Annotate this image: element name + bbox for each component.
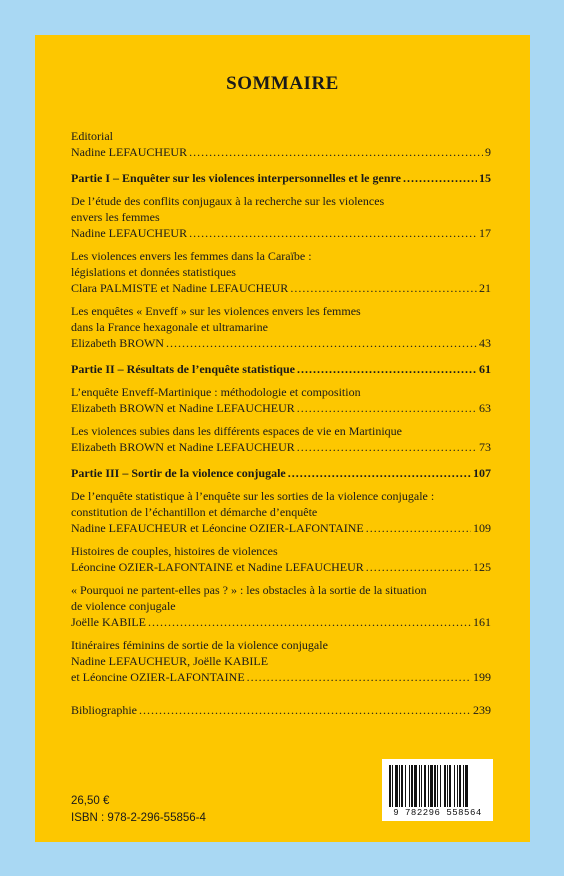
toc-entry <box>71 303 491 351</box>
price: 26,50 € <box>71 795 110 807</box>
toc-author-line <box>71 559 491 575</box>
toc-line: Les violences envers les femmes dans la Caraïbe : <box>71 249 312 263</box>
toc-entry <box>71 423 491 455</box>
toc-leader <box>403 170 477 186</box>
toc-entry <box>71 248 491 296</box>
toc-page-number: 63 <box>479 401 491 415</box>
toc-entry <box>71 582 491 630</box>
toc-line: envers les femmes <box>71 210 160 224</box>
toc-author: Elizabeth BROWN et Nadine LEFAUCHEUR <box>71 440 295 454</box>
back-cover <box>35 35 530 842</box>
toc-leader <box>288 465 471 481</box>
toc-author-line <box>71 280 491 296</box>
toc-part-heading <box>71 170 491 186</box>
toc-line: De l’enquête statistique à l’enquête sur les sorties de la violence conjugale : <box>71 489 435 503</box>
toc-author: Nadine LEFAUCHEUR <box>71 145 188 159</box>
toc-bibliography: Bibliographie <box>71 703 137 717</box>
toc-entry <box>71 384 491 416</box>
toc-part-line <box>71 361 491 377</box>
toc-page-number: 43 <box>479 336 491 350</box>
barcode <box>382 759 493 821</box>
page-title: SOMMAIRE <box>226 73 339 94</box>
toc-author-line <box>71 614 491 630</box>
toc-author-line <box>71 335 491 351</box>
toc-line: Les violences subies dans les différents espaces de vie en Martinique <box>71 424 403 438</box>
toc-part-title: Partie III – Sortir de la violence conjugale <box>71 466 286 480</box>
toc-entry <box>71 128 491 160</box>
toc-line: dans la France hexagonale et ultramarine <box>71 320 268 334</box>
toc-page-number: 161 <box>473 615 491 629</box>
toc-author: et Léoncine OZIER-LAFONTAINE <box>71 670 245 684</box>
toc-page-number: 21 <box>479 281 491 295</box>
toc-part-title: Partie II – Résultats de l’enquête statistique <box>71 362 295 376</box>
toc-page-number: 17 <box>479 226 491 240</box>
toc-entry <box>71 488 491 536</box>
toc-line: De l’étude des conflits conjugaux à la recherche sur les violences <box>71 194 385 208</box>
toc-author: Joëlle KABILE <box>71 615 146 629</box>
toc-leader <box>366 559 471 575</box>
toc-author: Elizabeth BROWN et Nadine LEFAUCHEUR <box>71 401 295 415</box>
toc-page-number: 109 <box>473 521 491 535</box>
toc-entry <box>71 193 491 241</box>
table-of-contents <box>71 128 491 725</box>
toc-author: Clara PALMISTE et Nadine LEFAUCHEUR <box>71 281 289 295</box>
toc-line: constitution de l’échantillon et démarche d’enquête <box>71 505 318 519</box>
toc-author-line <box>71 439 491 455</box>
toc-entry <box>71 543 491 575</box>
isbn: ISBN : 978-2-296-55856-4 <box>71 812 206 824</box>
toc-line: Editorial <box>71 129 113 143</box>
toc-entry <box>71 637 491 685</box>
toc-leader <box>297 439 477 455</box>
toc-line: de violence conjugale <box>71 599 176 613</box>
toc-leader <box>189 225 477 241</box>
toc-page-number: 9 <box>485 145 491 159</box>
toc-line: Histoires de couples, histoires de violences <box>71 544 278 558</box>
toc-author: Nadine LEFAUCHEUR <box>71 226 188 240</box>
toc-part-title: Partie I – Enquêter sur les violences interpersonnelles et le genre <box>71 171 401 185</box>
toc-leader <box>290 280 477 296</box>
barcode-bars-icon <box>388 765 487 807</box>
toc-page-number: 239 <box>473 703 491 717</box>
toc-part-heading <box>71 465 491 481</box>
toc-page-number: 15 <box>479 171 491 185</box>
toc-author-line <box>71 400 491 416</box>
toc-line: Itinéraires féminins de sortie de la violence conjugale <box>71 638 328 652</box>
toc-author-line <box>71 225 491 241</box>
toc-author: Léoncine OZIER-LAFONTAINE et Nadine LEFAUCHEUR <box>71 560 364 574</box>
toc-leader <box>297 400 477 416</box>
toc-part-heading <box>71 361 491 377</box>
toc-line: L’enquête Enveff-Martinique : méthodologie et composition <box>71 385 361 399</box>
toc-author-line <box>71 669 491 685</box>
toc-leader <box>366 520 471 536</box>
toc-line: « Pourquoi ne partent-elles pas ? » : les obstacles à la sortie de la situation <box>71 583 427 597</box>
toc-author: Nadine LEFAUCHEUR et Léoncine OZIER-LAFONTAINE <box>71 521 364 535</box>
toc-line: Nadine LEFAUCHEUR, Joëlle KABILE <box>71 654 269 668</box>
toc-author-line <box>71 520 491 536</box>
toc-leader <box>189 144 483 160</box>
toc-page-number: 61 <box>479 362 491 376</box>
toc-leader <box>148 614 471 630</box>
toc-line: législations et données statistiques <box>71 265 236 279</box>
toc-leader <box>166 335 477 351</box>
toc-page-number: 199 <box>473 670 491 684</box>
toc-leader <box>247 669 471 685</box>
toc-line: Les enquêtes « Enveff » sur les violences envers les femmes <box>71 304 361 318</box>
toc-page-number: 125 <box>473 560 491 574</box>
toc-author: Elizabeth BROWN <box>71 336 164 350</box>
toc-page-number: 73 <box>479 440 491 454</box>
barcode-number: 9 782296 558564 <box>393 808 482 818</box>
toc-author-line <box>71 144 491 160</box>
toc-line <box>71 702 491 718</box>
toc-page-number: 107 <box>473 466 491 480</box>
toc-entry-bibliography <box>71 702 491 718</box>
toc-leader <box>139 702 471 718</box>
toc-part-line <box>71 170 491 186</box>
toc-part-line <box>71 465 491 481</box>
toc-leader <box>297 361 477 377</box>
